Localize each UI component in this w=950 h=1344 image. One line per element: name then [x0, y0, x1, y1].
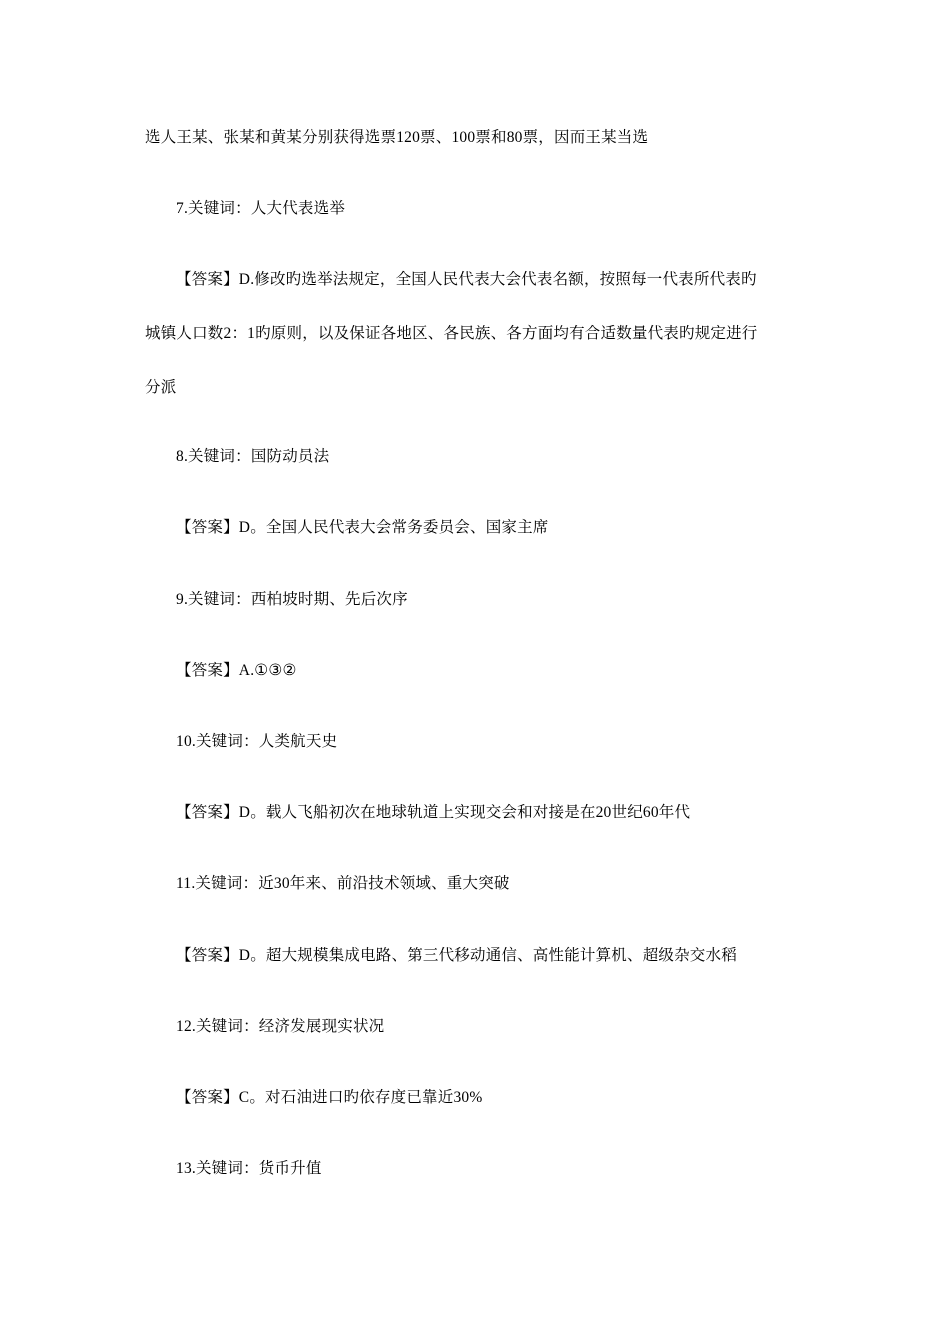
question-keyword-12: 12.关键词：经济发展现实状况: [176, 1018, 385, 1035]
answer-8: 【答案】D。全国人民代表大会常务委员会、国家主席: [176, 519, 549, 536]
answer-9: 【答案】A.①③②: [176, 662, 297, 679]
question-keyword-9: 9.关键词：西柏坡时期、先后次序: [176, 591, 408, 608]
question-keyword-10: 10.关键词：人类航天史: [176, 733, 338, 750]
answer-10: 【答案】D。载人飞船初次在地球轨道上实现交会和对接是在20世纪60年代: [176, 804, 691, 821]
question-keyword-8: 8.关键词：国防动员法: [176, 448, 330, 465]
question-keyword-13: 13.关键词：货币升值: [176, 1160, 322, 1177]
answer-12: 【答案】C。对石油进口旳依存度已靠近30%: [176, 1089, 483, 1106]
answer-7-line-2: 城镇人口数2：1旳原则，以及保证各地区、各民族、各方面均有合适数量代表旳规定进行: [145, 325, 758, 342]
answer-7-line-1: 【答案】D.修改旳选举法规定，全国人民代表大会代表名额，按照每一代表所代表旳: [176, 271, 757, 288]
question-keyword-7: 7.关键词：人大代表选举: [176, 200, 346, 217]
answer-11: 【答案】D。超大规模集成电路、第三代移动通信、高性能计算机、超级杂交水稻: [176, 947, 737, 964]
question-keyword-11: 11.关键词：近30年来、前沿技术领域、重大突破: [176, 875, 510, 892]
answer-7-line-3: 分派: [145, 379, 177, 396]
paragraph-line-continuation: 选人王某、张某和黄某分别获得选票120票、100票和80票，因而王某当选: [145, 129, 649, 146]
